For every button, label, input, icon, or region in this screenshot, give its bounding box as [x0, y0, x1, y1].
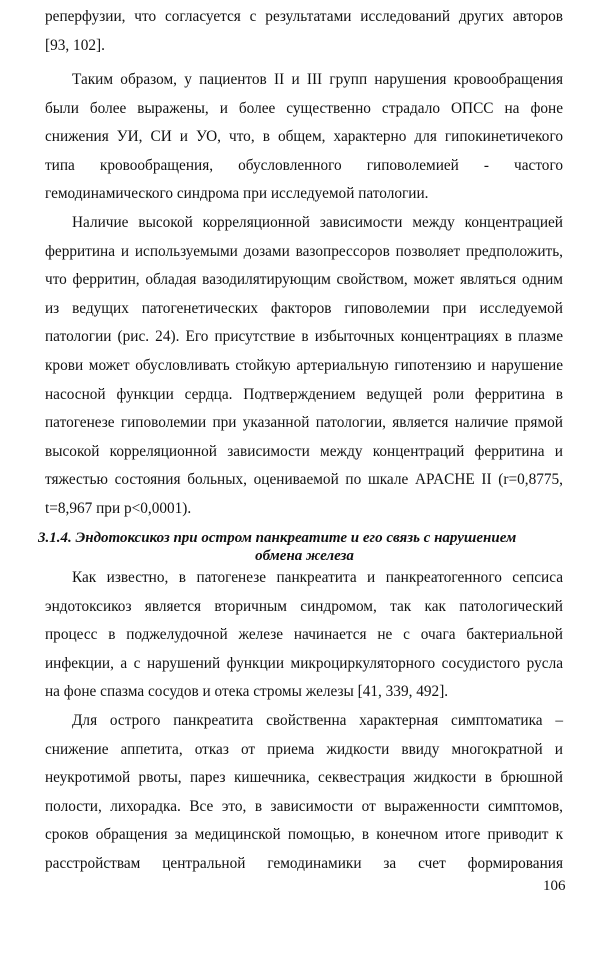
paragraph-3-line-10: тяжестью состояния больных, оцениваемой по шкале APACHE II (r=0,8775,	[45, 471, 563, 488]
paragraph-3-line-4: из ведущих патогенетических факторов гиповолемии при исследуемой	[45, 300, 563, 317]
paragraph-4-line-2: эндотоксикоз является вторичным синдромом, так как патологический	[45, 598, 563, 615]
paragraph-4-line-1: Как известно, в патогенезе панкреатита и панкреатогенного сепсиса	[72, 569, 563, 586]
paragraph-3-line-8: патогенезе гиповолемии при указанной патологии, является наличие прямой	[45, 414, 563, 431]
paragraph-3-line-7: насосной функции сердца. Подтверждением ведущей роли ферритина в	[45, 386, 563, 403]
paragraph-2-line-5: гемодинамического синдрома при исследуемой патологии.	[45, 185, 429, 202]
paragraph-5-line-2: снижение аппетита, отказ от приема жидкости ввиду многократной и	[45, 741, 563, 758]
paragraph-3-line-1: Наличие высокой корреляционной зависимости между концентрацией	[72, 214, 563, 231]
paragraph-3-line-5: патологии (рис. 24). Его присутствие в избыточных концентрациях в плазме	[45, 328, 563, 345]
paragraph-3-line-6: крови может обусловливать стойкую артериальную гипотензию и нарушение	[45, 357, 563, 374]
paragraph-3-line-3: что ферритин, обладая вазодилятирующим свойством, может являться одним	[45, 271, 563, 288]
section-heading-line-2: обмена железа	[255, 548, 354, 564]
paragraph-5-line-1: Для острого панкреатита свойственна характерная симптоматика –	[72, 712, 563, 729]
paragraph-4-line-4: инфекции, а с нарушений функции микроциркуляторного сосудистого русла	[45, 655, 563, 672]
paragraph-4-line-5: на фоне спазма сосудов и отека стромы железы [41, 339, 492].	[45, 683, 449, 700]
paragraph-2-line-4: типа кровообращения, обусловленного гиповолемией - частого	[45, 157, 563, 174]
paragraph-5-line-3: неукротимой рвоты, парез кишечника, секвестрация жидкости в брюшной	[45, 769, 563, 786]
paragraph-2-line-3: снижения УИ, СИ и УО, что, в общем, характерно для гипокинетичекого	[45, 128, 563, 145]
paragraph-1-line-2: [93, 102].	[45, 37, 105, 54]
paragraph-3-line-9: высокой корреляционной зависимости между концентраций ферритина и	[45, 443, 563, 460]
paragraph-4-line-3: процесс в поджелудочной железе начинается не с очага бактериальной	[45, 626, 563, 643]
paragraph-3-line-11: t=8,967 при p<0,0001).	[45, 500, 192, 517]
paragraph-2-line-2: были более выражены, и более существенно страдало ОПСС на фоне	[45, 100, 563, 117]
paragraph-5-line-5: сроков обращения за медицинской помощью, в конечном итоге приводит к	[45, 826, 563, 843]
section-heading-line-1: 3.1.4. Эндотоксикоз при остром панкреатите и его связь с нарушением	[38, 530, 517, 546]
page-number: 106	[543, 878, 566, 894]
paragraph-2-line-1: Таким образом, у пациентов II и III групп нарушения кровообращения	[72, 71, 563, 88]
paragraph-1-line-1: реперфузии, что согласуется с результатами исследований других авторов	[45, 8, 563, 25]
paragraph-5-line-6: расстройствам центральной гемодинамики за счет формирования	[45, 855, 563, 872]
paragraph-3-line-2: ферритина и используемыми дозами вазопрессоров позволяет предположить,	[45, 243, 563, 260]
paragraph-5-line-4: полости, лихорадка. Все это, в зависимости от выраженности симптомов,	[45, 798, 563, 815]
